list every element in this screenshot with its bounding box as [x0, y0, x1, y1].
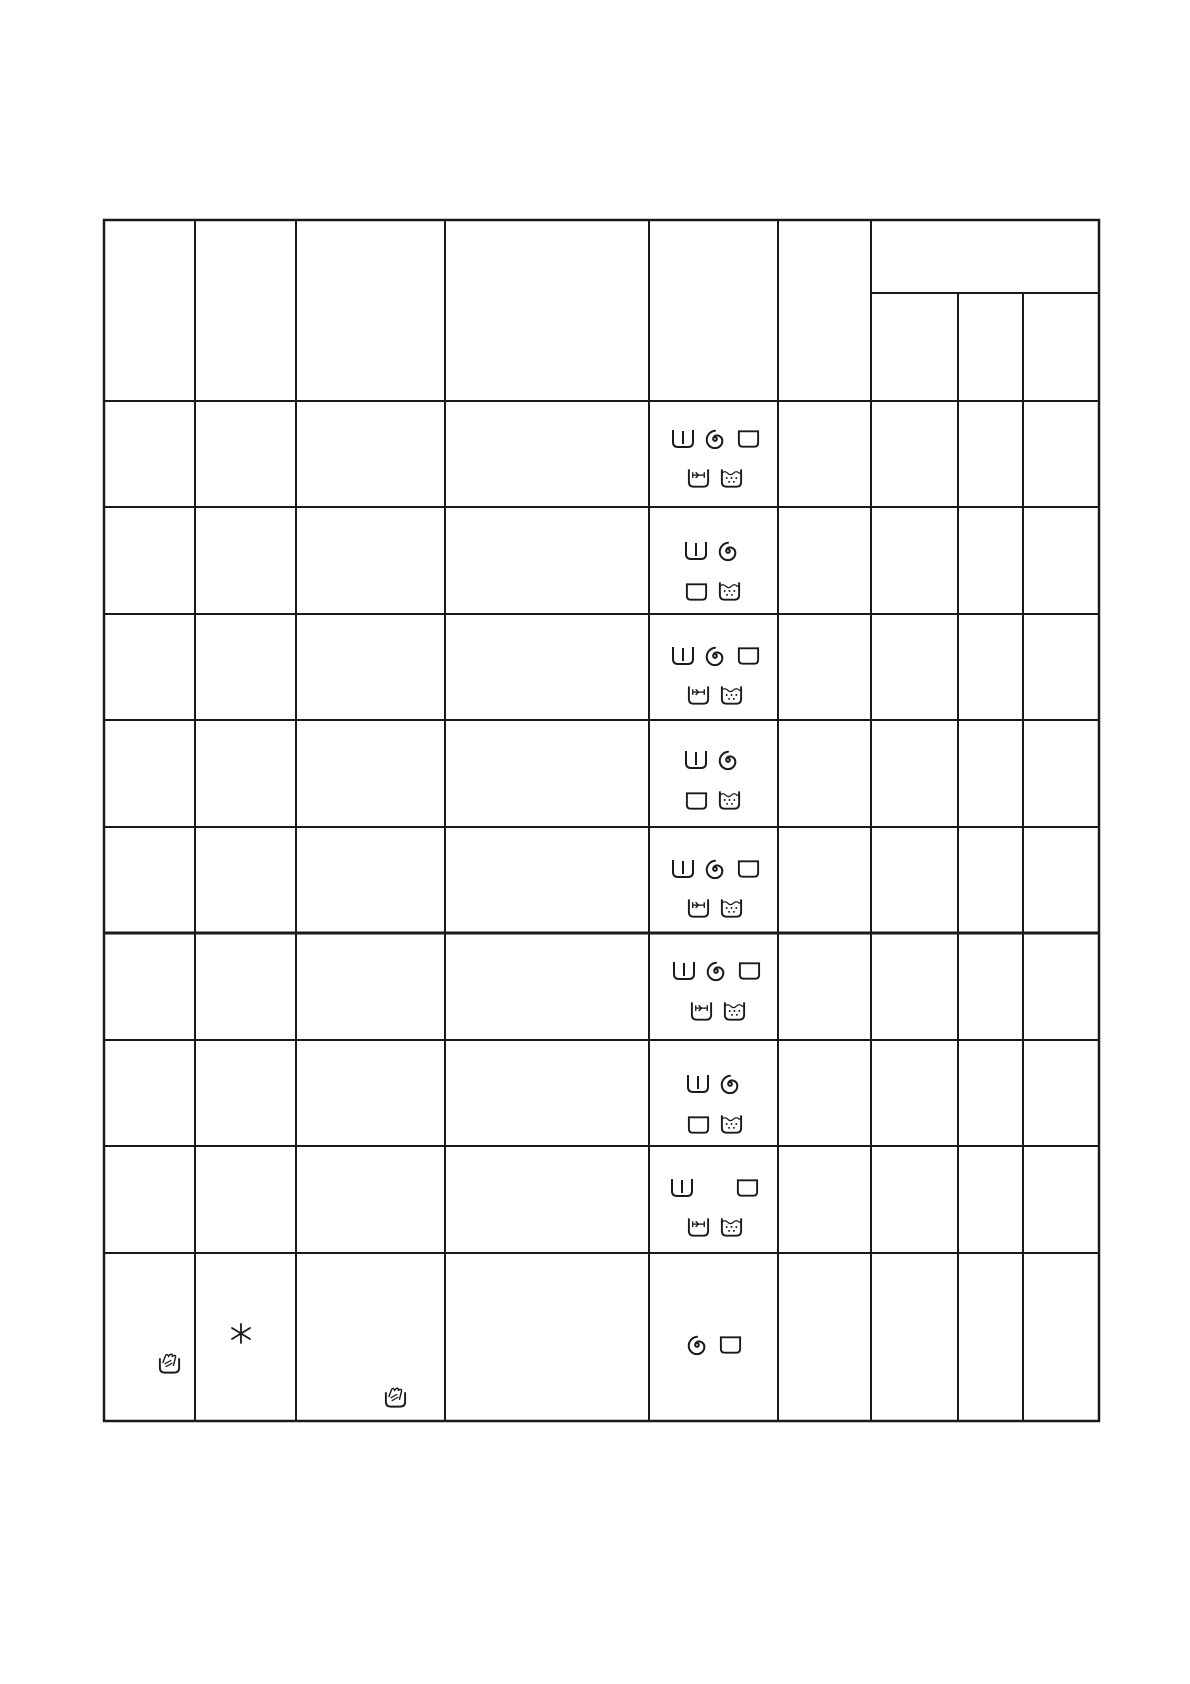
spin-icon — [707, 861, 723, 878]
row-lines — [104, 401, 1099, 1253]
drain-icon — [688, 1117, 709, 1132]
table-row — [686, 542, 739, 600]
drain-icon — [739, 963, 760, 978]
spin-icon — [720, 543, 736, 560]
spin-icon — [722, 1076, 738, 1093]
asterisk-icon — [232, 1324, 250, 1343]
table-row — [160, 1324, 741, 1407]
spin-icon — [708, 963, 724, 980]
wash-fill-icon — [673, 647, 693, 664]
table-row — [673, 647, 759, 704]
prewash-icon — [725, 1002, 744, 1019]
drain-icon — [686, 793, 707, 808]
drain-icon — [686, 584, 707, 599]
wash-fill-icon — [688, 1075, 708, 1092]
wash-fill-icon — [673, 860, 693, 877]
table-row — [672, 1179, 758, 1236]
wash-fill-icon — [686, 542, 706, 559]
rinse-hold-icon — [692, 1002, 711, 1019]
spin-icon — [689, 1337, 705, 1354]
spin-icon — [707, 648, 723, 665]
prewash-icon — [722, 1115, 741, 1132]
wash-fill-icon — [674, 962, 694, 979]
rinse-hold-icon — [689, 686, 708, 703]
prewash-icon — [720, 791, 739, 808]
table-row — [688, 1075, 741, 1133]
wash-fill-icon — [673, 430, 693, 447]
prewash-icon — [722, 899, 741, 916]
rinse-hold-icon — [689, 1218, 708, 1235]
prewash-icon — [722, 1218, 741, 1235]
table-row — [673, 430, 759, 487]
wash-fill-icon — [686, 751, 706, 768]
prewash-icon — [722, 469, 741, 486]
drain-icon — [738, 431, 759, 446]
prewash-icon — [720, 582, 739, 599]
wash-fill-icon — [672, 1179, 692, 1196]
rinse-hold-icon — [689, 899, 708, 916]
spin-icon — [707, 431, 723, 448]
spin-icon — [720, 752, 736, 769]
rinse-hold-icon — [689, 469, 708, 486]
drain-icon — [738, 861, 759, 876]
hand-wash-icon — [386, 1388, 405, 1407]
hand-wash-icon — [160, 1354, 179, 1373]
prewash-icon — [722, 686, 741, 703]
table-row — [673, 860, 759, 917]
drain-icon — [738, 648, 759, 663]
table-row — [686, 751, 739, 809]
drain-icon — [737, 1180, 758, 1195]
table-row — [674, 962, 760, 1020]
drain-icon — [720, 1337, 741, 1352]
